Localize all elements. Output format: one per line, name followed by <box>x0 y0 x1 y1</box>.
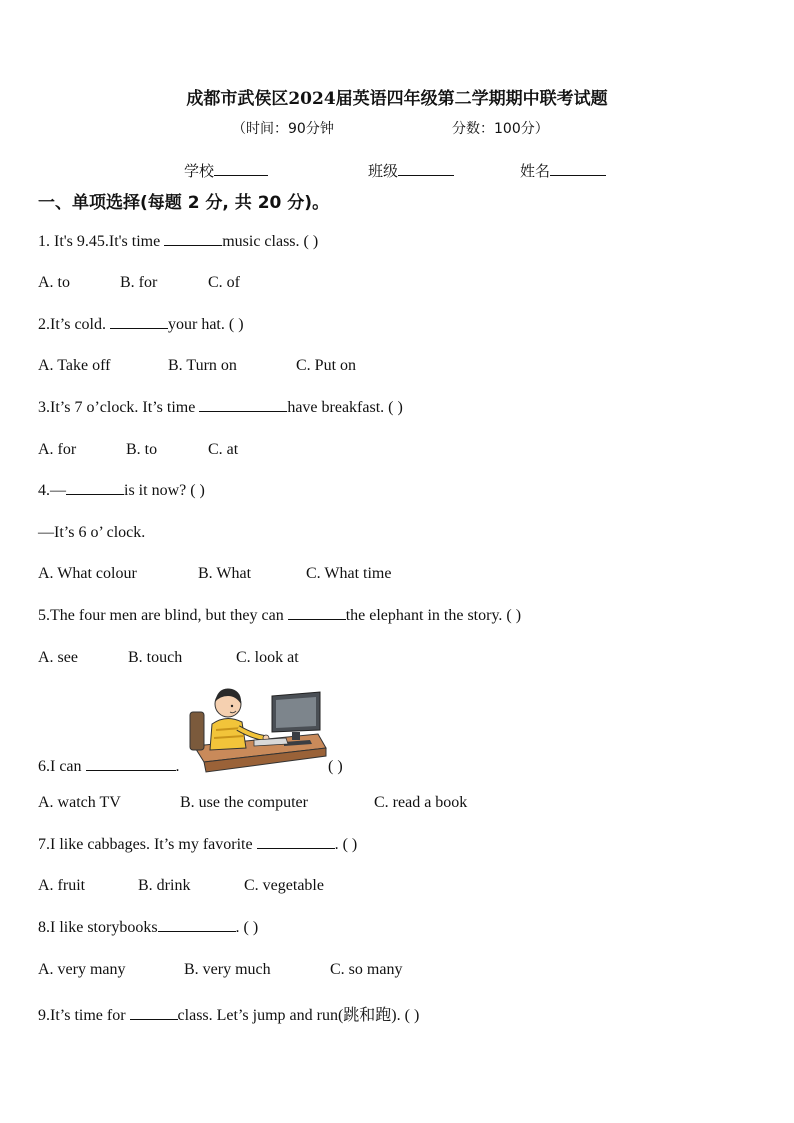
school-field[interactable] <box>184 160 268 181</box>
exam-score: 分数：100分） <box>452 121 549 137</box>
option-a[interactable]: A. see <box>38 649 78 666</box>
answer-blank[interactable] <box>110 316 168 329</box>
option-a[interactable]: A. for <box>38 441 77 458</box>
page-title: 成都市武侯区2024届英语四年级第二学期期中联考试题 <box>186 89 608 109</box>
name-blank[interactable] <box>550 161 606 176</box>
option-b[interactable]: B. touch <box>128 649 183 666</box>
question-5: 5.The four men are blind, but they can the elephant in the story. ( ) <box>38 607 522 624</box>
option-a[interactable]: A. very many <box>38 961 126 978</box>
name-label: 姓名 <box>520 162 551 180</box>
school-blank[interactable] <box>214 161 268 176</box>
question-2: 2.It’s cold. your hat. ( ) <box>38 316 244 333</box>
answer-blank[interactable] <box>130 1007 178 1020</box>
option-c[interactable]: C. look at <box>236 649 299 666</box>
option-c[interactable]: C. Put on <box>296 357 357 374</box>
class-field[interactable] <box>368 160 454 181</box>
option-a[interactable]: A. What colour <box>38 565 137 582</box>
option-c[interactable]: C. at <box>208 441 239 458</box>
question-4: 4.— is it now? ( ) <box>38 482 205 499</box>
question-3: 3.It’s 7 o’clock. It’s time have breakfast. ( ) <box>38 399 403 416</box>
section-heading: 一、单项选择(每题 2 分, 共 20 分)。 <box>38 193 330 213</box>
exam-time: （时间：90分钟 <box>232 121 334 137</box>
answer-blank[interactable] <box>164 233 222 246</box>
option-b[interactable]: B. for <box>120 274 158 291</box>
school-label: 学校 <box>184 162 215 180</box>
question-6: 6.I can . <box>38 758 180 775</box>
option-b[interactable]: B. What <box>198 565 252 582</box>
option-b[interactable]: B. very much <box>184 961 271 978</box>
answer-blank[interactable] <box>158 919 236 932</box>
question-8: 8.I like storybooks . ( ) <box>38 919 259 936</box>
option-c[interactable]: C. read a book <box>374 794 468 811</box>
question-4-reply: —It’s 6 o’ clock. <box>38 524 146 541</box>
class-blank[interactable] <box>398 161 454 176</box>
option-c[interactable]: C. vegetable <box>244 877 324 894</box>
option-b[interactable]: B. use the computer <box>180 794 308 811</box>
option-a[interactable]: A. to <box>38 274 70 291</box>
option-a[interactable]: A. watch TV <box>38 794 121 811</box>
option-b[interactable]: B. drink <box>138 877 191 894</box>
option-a[interactable]: A. fruit <box>38 877 86 894</box>
option-b[interactable]: B. Turn on <box>168 357 237 374</box>
option-b[interactable]: B. to <box>126 441 158 458</box>
boy-using-computer-illustration <box>188 676 328 776</box>
option-c[interactable]: C. so many <box>330 961 403 978</box>
question-1: 1. It's 9.45.It's time music class. ( ) <box>38 233 319 250</box>
answer-blank[interactable] <box>199 399 287 412</box>
answer-blank[interactable] <box>86 758 176 771</box>
answer-blank[interactable] <box>288 607 346 620</box>
answer-blank[interactable] <box>257 836 335 849</box>
option-c[interactable]: C. of <box>208 274 240 291</box>
answer-blank[interactable] <box>66 482 124 495</box>
option-c[interactable]: C. What time <box>306 565 392 582</box>
question-7: 7.I like cabbages. It’s my favorite . ( ) <box>38 836 358 853</box>
class-label: 班级 <box>368 162 399 180</box>
answer-parenthesis[interactable]: ( ) <box>328 758 343 775</box>
question-9: 9.It’s time for class. Let’s jump and run(跳和跑). ( ) <box>38 1007 420 1024</box>
name-field[interactable] <box>520 160 606 181</box>
option-a[interactable]: A. Take off <box>38 357 111 374</box>
